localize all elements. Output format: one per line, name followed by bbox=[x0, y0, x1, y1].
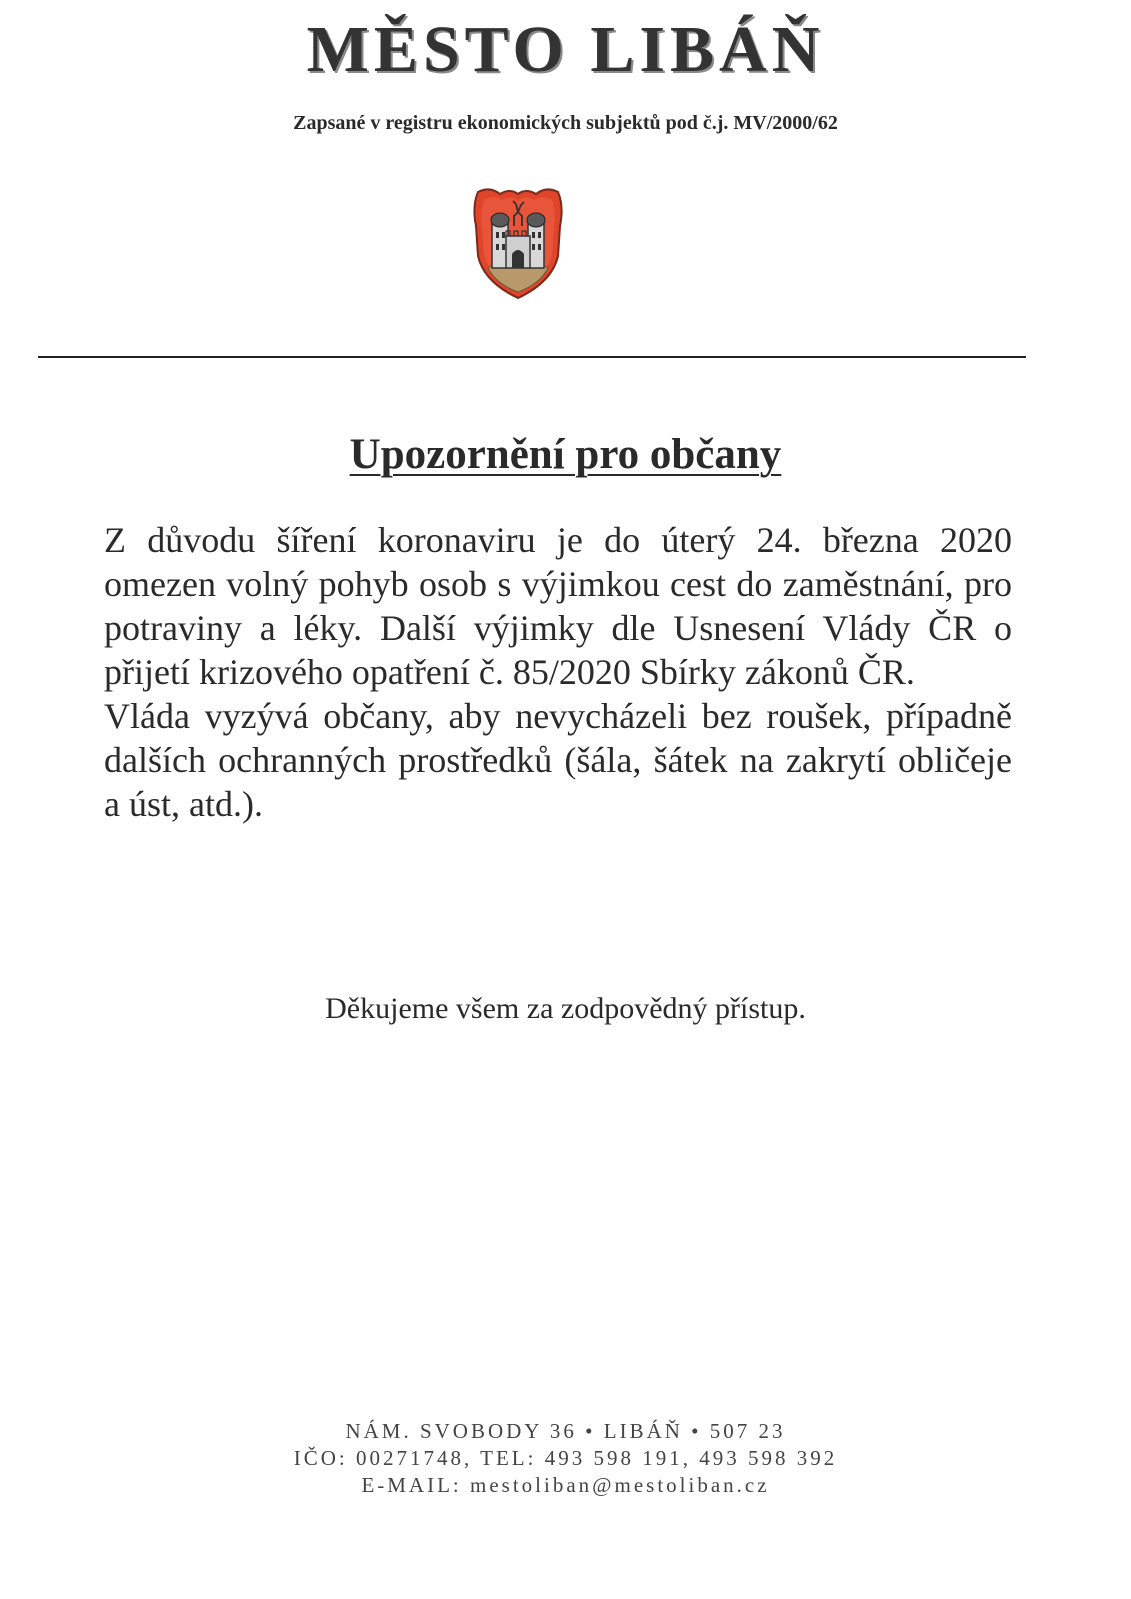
town-title: MĚSTO LIBÁŇ bbox=[306, 13, 825, 86]
footer-contacts: IČO: 00271748, TEL: 493 598 191, 493 598 392 bbox=[293, 1446, 838, 1470]
notice-title-text: Upozornění pro občany bbox=[349, 431, 782, 478]
footer bbox=[0, 1418, 1131, 1499]
header-divider bbox=[38, 356, 1026, 358]
thanks-line: Děkujeme všem za zodpovědný přístup. bbox=[325, 992, 806, 1025]
notice-title bbox=[0, 430, 1131, 479]
footer-email: E-MAIL: mestoliban@mestoliban.cz bbox=[361, 1473, 770, 1497]
notice-paragraph-2: Vláda vyzývá občany, aby nevycházeli bez roušek, případně dalších ochranných prostředků (šála, šátek na zakrytí obličeje a úst, atd.). bbox=[104, 696, 1012, 824]
notice-body bbox=[104, 518, 1012, 826]
registry-line: Zapsané v registru ekonomických subjektů pod č.j. MV/2000/62 bbox=[293, 112, 838, 134]
notice-paragraph-1: Z důvodu šíření koronaviru je do úterý 24. března 2020 omezen volný pohyb osob s výjimkou cest do zaměstnání, pro potraviny a léky. Další výjimky dle Usnesení Vlády ČR o přijetí krizového opatření č. 85/2020 Sbírky zákonů ČR. bbox=[104, 520, 1012, 692]
coat-of-arms-icon bbox=[470, 186, 566, 302]
footer-address: NÁM. SVOBODY 36 • LIBÁŇ • 507 23 bbox=[345, 1419, 786, 1443]
